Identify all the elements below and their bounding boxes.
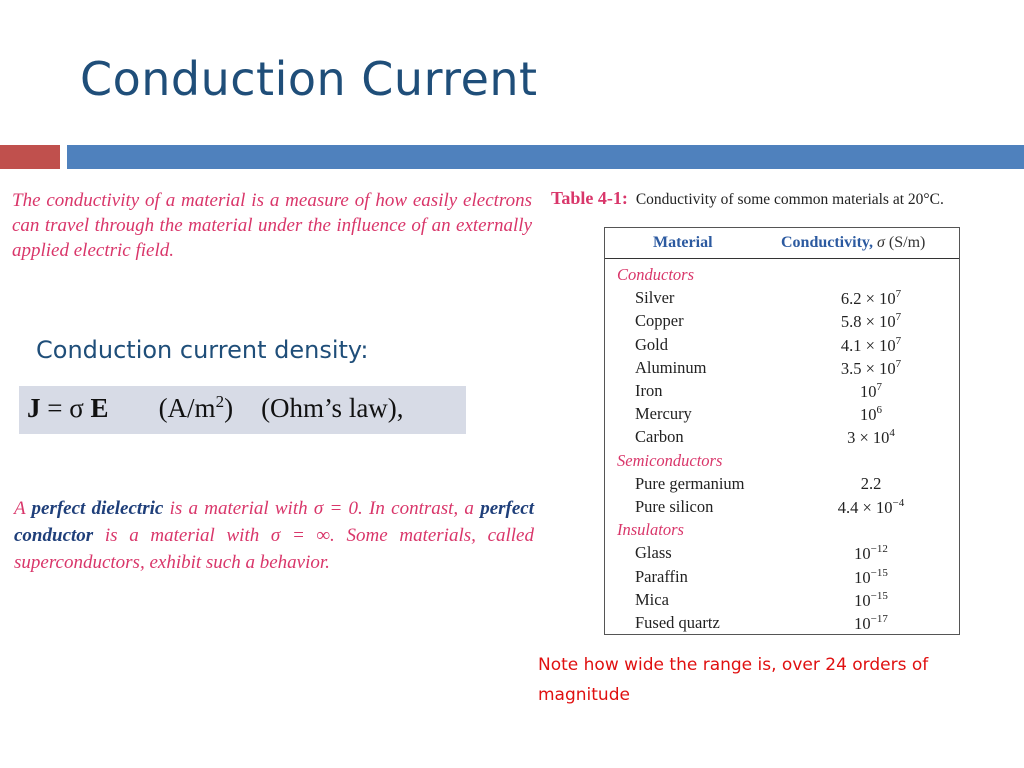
table-category-row xyxy=(605,450,959,473)
table-category-row xyxy=(605,264,959,287)
conductivity-base: 3 × 10 xyxy=(847,428,890,448)
eq-unit-exp: 2 xyxy=(215,392,225,411)
ohms-law-equation xyxy=(27,392,404,424)
conductivity-value xyxy=(791,381,951,402)
conductivity-base: 10 xyxy=(854,590,871,610)
table-row xyxy=(605,426,959,449)
conductivity-value xyxy=(791,335,951,356)
conductivity-base: 3.5 × 10 xyxy=(840,358,896,378)
conductivity-exponent: 7 xyxy=(895,357,902,370)
conductivity-base: 10 xyxy=(860,382,877,401)
material-name: Mercury xyxy=(635,404,692,424)
conductivity-base: 4.4 × 10 xyxy=(837,498,893,517)
category-label: Semiconductors xyxy=(617,450,723,470)
conductivity-exponent: −15 xyxy=(870,566,888,579)
col-unit: (S/m) xyxy=(888,234,926,251)
table-row xyxy=(605,287,959,310)
conductivity-base: 10 xyxy=(854,614,871,633)
table-row xyxy=(605,380,959,403)
conductivity-value xyxy=(791,590,951,611)
material-name: Gold xyxy=(635,334,668,354)
conductivity-exponent: 4 xyxy=(889,427,895,440)
conductivity-base: 6.2 × 10 xyxy=(840,289,896,309)
perfect-dielectric-term: perfect dielectric xyxy=(31,498,164,519)
conductivity-base: 10 xyxy=(854,567,871,587)
material-name: Glass xyxy=(635,543,672,563)
conductivity-value xyxy=(791,358,951,379)
category-label: Conductors xyxy=(617,265,695,284)
conductivity-value xyxy=(791,613,951,634)
material-name: Aluminum xyxy=(635,357,707,377)
table-row xyxy=(605,357,959,380)
table-row xyxy=(605,310,959,333)
ohms-law-equation-box xyxy=(19,386,466,434)
col-sigma-symbol: σ xyxy=(877,234,885,251)
range-note: Note how wide the range is, over 24 orders of magnitude xyxy=(538,655,929,705)
material-name: Copper xyxy=(635,311,684,331)
accent-bar-red xyxy=(0,145,60,169)
slide-title: Conduction Current xyxy=(80,52,538,106)
material-name: Pure silicon xyxy=(635,497,714,516)
col-material: Material xyxy=(653,234,713,251)
conductivity-value xyxy=(791,543,951,564)
eq-unit: (A/m xyxy=(158,393,216,423)
conductivity-value xyxy=(791,497,951,518)
conductivity-value xyxy=(791,567,951,588)
category-label: Insulators xyxy=(617,520,684,540)
para2-text: is a material with σ = 0. In contrast, a xyxy=(163,498,481,519)
table-caption xyxy=(551,188,1021,209)
eq-law: (Ohm’s law), xyxy=(261,393,404,423)
eq-rhs: E xyxy=(90,393,109,423)
table-row xyxy=(605,473,959,496)
conductivity-base: 4.1 × 10 xyxy=(840,335,896,355)
conductivity-exponent: −12 xyxy=(870,543,888,556)
eq-lhs: J xyxy=(27,393,41,423)
material-name: Carbon xyxy=(635,427,684,447)
conductivity-value xyxy=(791,311,951,332)
table-row xyxy=(605,566,959,589)
conductivity-exponent: 7 xyxy=(895,288,902,301)
conductivity-value xyxy=(791,404,951,425)
eq-equals-sigma: = σ xyxy=(40,393,84,423)
conductivity-exponent: 7 xyxy=(895,311,902,324)
conductivity-exponent: −15 xyxy=(870,589,888,602)
table-header xyxy=(605,228,959,259)
accent-bar-blue xyxy=(67,145,1024,169)
eq-unit-close: ) xyxy=(224,393,234,423)
perfect-conductor-term: perfect conductor xyxy=(14,498,534,546)
table-row xyxy=(605,612,959,635)
density-label: Conduction current density: xyxy=(36,336,369,364)
conductivity-base: 5.8 × 10 xyxy=(840,312,896,332)
conductivity-table xyxy=(604,227,960,635)
table-row xyxy=(605,334,959,357)
conductivity-exponent: 6 xyxy=(876,404,882,417)
perfect-dielectric-conductor-text xyxy=(14,495,534,576)
conductivity-value xyxy=(791,427,951,448)
conductivity-exponent: −4 xyxy=(892,497,905,509)
conductivity-exponent: 7 xyxy=(876,381,882,393)
col-conductivity xyxy=(781,234,925,252)
conductivity-definition: The conductivity of a material is a measure of how easily electrons can travel through the material under the influence of an externally applied electric field. xyxy=(12,190,532,261)
table-label: Table 4-1: xyxy=(551,188,628,208)
conductivity-exponent: −17 xyxy=(870,613,888,625)
conductivity-base: 10 xyxy=(860,405,877,425)
conductivity-exponent: 7 xyxy=(895,334,902,347)
table-row xyxy=(605,403,959,426)
table-caption-text: Conductivity of some common materials at 20°C. xyxy=(635,191,944,208)
conductivity-base: 10 xyxy=(854,544,871,564)
table-row xyxy=(605,542,959,565)
conductivity-base: 2.2 xyxy=(860,473,882,493)
conductivity-value xyxy=(791,474,951,494)
table-row xyxy=(605,589,959,612)
table-row xyxy=(605,496,959,519)
material-name: Pure germanium xyxy=(635,473,745,493)
material-name: Mica xyxy=(635,589,669,609)
material-name: Paraffin xyxy=(635,566,688,586)
table-category-row xyxy=(605,519,959,542)
material-name: Iron xyxy=(635,381,663,400)
conductivity-value xyxy=(791,288,951,309)
material-name: Fused quartz xyxy=(635,613,720,632)
para2-text: A xyxy=(14,498,32,519)
material-name: Silver xyxy=(635,288,675,308)
col-conductivity-label: Conductivity, xyxy=(781,234,874,251)
para2-text: is a material with σ = ∞. Some materials, called superconductors, exhibit such a behavior. xyxy=(14,525,534,573)
